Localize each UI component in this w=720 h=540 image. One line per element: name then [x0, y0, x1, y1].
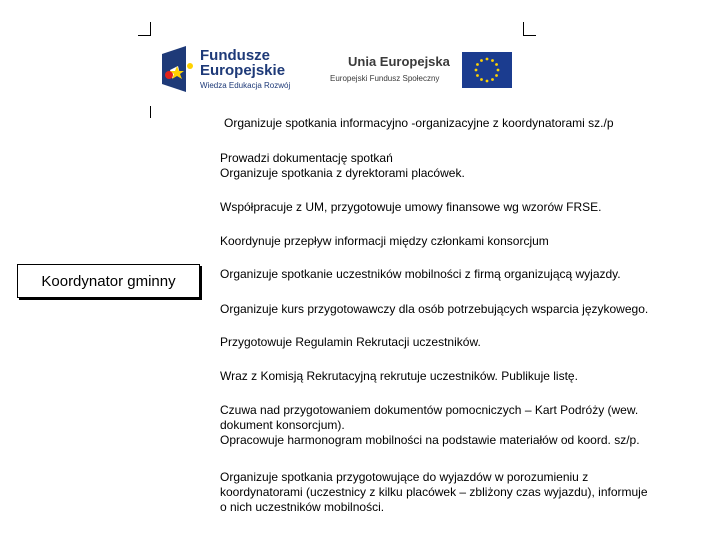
task-line: dokument konsorcjum). — [220, 418, 345, 432]
crop-mark-top-left-h — [138, 35, 150, 36]
fundusze-logo-name — [200, 48, 285, 78]
task-line: Koordynuje przepływ informacji między członkami konsorcjum — [220, 234, 549, 248]
eu-star-icon — [475, 69, 478, 72]
crop-mark-top-left-v — [150, 22, 151, 36]
eu-star-icon — [495, 63, 498, 66]
task-line: Czuwa nad przygotowaniem dokumentów pomocniczych – Kart Podróży (wew. — [220, 403, 639, 417]
ue-logo-subtitle: Europejski Fundusz Społeczny — [330, 74, 440, 83]
eu-star-icon — [495, 74, 498, 77]
eu-star-icon — [486, 58, 489, 61]
task-line: o nich uczestników mobilności. — [220, 500, 385, 514]
task-line: koordynatorami (uczestnicy z kilku placówek – zbliżony czas wyjazdu), informuje — [220, 485, 648, 499]
eu-star-icon — [491, 59, 494, 62]
task-line: Organizuje spotkania z dyrektorami placówek. — [220, 166, 465, 180]
eu-star-icon — [476, 63, 479, 66]
task-line: Współpracuje z UM, przygotowuje umowy finansowe wg wzorów FRSE. — [220, 200, 602, 214]
role-label-box — [17, 264, 200, 298]
crop-mark-bottom-left-v — [150, 106, 151, 118]
task-line: Organizuje spotkania przygotowujące do wyjazdów w porozumieniu z — [220, 470, 589, 484]
eu-star-icon — [497, 69, 500, 72]
crop-mark-top-right-h — [524, 35, 536, 36]
eu-star-icon — [480, 59, 483, 62]
ue-logo-title: Unia Europejska — [348, 54, 450, 69]
role-label: Koordynator gminny — [41, 272, 176, 290]
eu-flag-icon — [462, 52, 512, 88]
crop-mark-top-right-v — [523, 22, 524, 36]
eu-star-icon — [480, 78, 483, 81]
task-line: Organizuje kurs przygotowawczy dla osób potrzebujących wsparcia językowego. — [220, 302, 649, 316]
task-line: Organizuje spotkanie uczestników mobilności z firmą organizującą wyjazdy. — [220, 267, 621, 281]
fundusze-logo-subtitle: Wiedza Edukacja Rozwój — [200, 81, 291, 90]
eu-star-icon — [486, 80, 489, 83]
task-block — [220, 151, 690, 181]
task-block — [220, 403, 690, 448]
fundusze-europejskie-logo — [160, 42, 300, 98]
fundusze-logo-icon — [160, 44, 196, 94]
fundusze-line2: Europejskie — [200, 62, 286, 79]
eu-star-icon — [476, 74, 479, 77]
fundusze-line1: Fundusze — [200, 47, 270, 64]
task-line: Prowadzi dokumentację spotkań — [220, 151, 393, 165]
task-line: Przygotowuje Regulamin Rekrutacji uczestników. — [220, 335, 481, 349]
task-block — [220, 470, 690, 515]
eu-star-icon — [491, 78, 494, 81]
task-line: Organizuje spotkania informacyjno -organizacyjne z koordynatorami sz./p — [224, 116, 614, 130]
task-line: Opracowuje harmonogram mobilności na podstawie materiałów od koord. sz/p. — [220, 433, 640, 447]
task-line: Wraz z Komisją Rekrutacyjną rekrutuje uczestników. Publikuje listę. — [220, 369, 578, 383]
